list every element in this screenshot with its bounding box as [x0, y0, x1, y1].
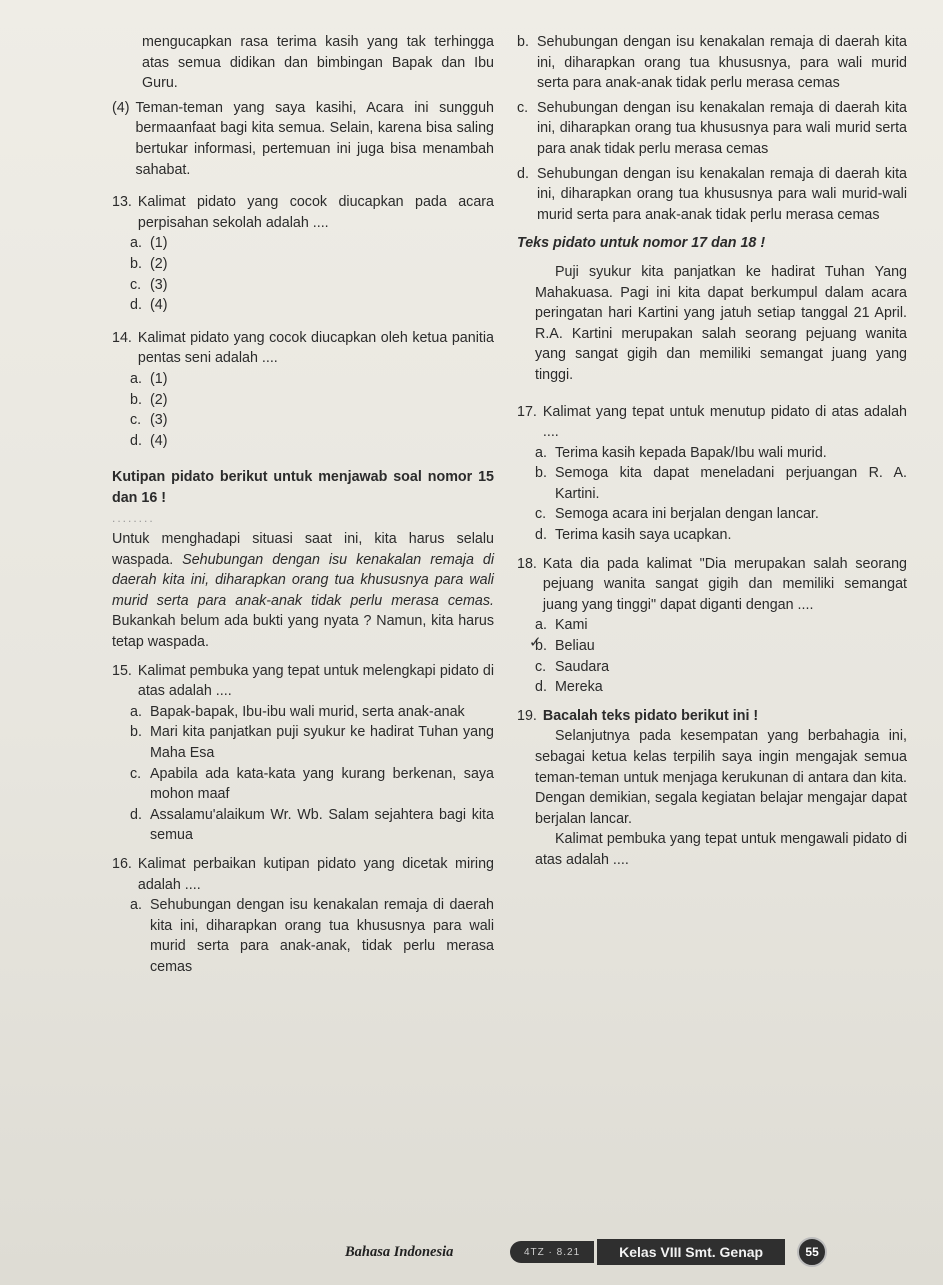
option-15d[interactable]: d. Assalamu'alaikum Wr. Wb. Salam sejahtera bagi kita semua: [130, 806, 494, 844]
option-13a[interactable]: a. (1): [130, 235, 168, 252]
question-13: 13. Kalimat pidato yang cocok diucapkan pada acara perpisahan sekolah adalah ....: [112, 194, 494, 231]
question-13-options: [112, 233, 494, 315]
option-16d[interactable]: d. Sehubungan dengan isu kenakalan remaja di daerah kita ini, diharapkan orang tua khususnya para wali murid-wali murid serta para anak-anak tidak perlu merasa cemas: [517, 165, 907, 223]
page-footer: [345, 1237, 905, 1267]
section-heading-15-16: Kutipan pidato berikut untuk menjawab soal nomor 15 dan 16 !: [112, 469, 494, 506]
right-column: [517, 32, 907, 871]
question-14-options: [112, 369, 494, 451]
item3-continuation: mengucapkan rasa terima kasih yang tak terhingga atas semua didikan dan bimbingan Bapak dan Ibu Guru.: [142, 34, 494, 92]
question-15: 15. Kalimat pembuka yang tepat untuk melengkapi pidato di atas adalah ....: [112, 662, 494, 700]
option-17d[interactable]: d. Terima kasih saya ucapkan.: [535, 527, 732, 544]
question-19: 19. Bacalah teks pidato berikut ini !: [517, 707, 759, 724]
option-13c[interactable]: c. (3): [130, 276, 168, 293]
question-16-options-left: [112, 895, 494, 977]
option-15c[interactable]: c. Apabila ada kata-kata yang kurang berkenan, saya mohon maaf: [130, 765, 494, 803]
passage-normal-text: Untuk menghadapi situasi saat ini, kita harus selalu waspada.: [112, 531, 494, 568]
question-16: 16. Kalimat perbaikan kutipan pidato yang dicetak miring adalah ....: [112, 855, 494, 893]
passage-end-text: Bukankah belum ada bukti yang nyata ? Namun, kita harus tetap waspada.: [112, 613, 494, 651]
passage-dots: ........: [112, 511, 155, 526]
option-13b[interactable]: b. (2): [130, 255, 168, 272]
page-number: 55: [797, 1237, 827, 1267]
footer-code: 4TZ · 8.21: [510, 1241, 594, 1263]
speech-item-4: (4) Teman-teman yang saya kasihi, Acara ini sungguh bermaanfaat bagi kita semua. Selain, karena bisa saling bertukar informasi, pertemuan ini juga bisa menambah sahabat.: [112, 99, 494, 178]
option-17c[interactable]: c. Semoga acara ini berjalan dengan lancar.: [535, 506, 819, 523]
question-17-options: [517, 443, 907, 546]
left-column: [112, 32, 494, 978]
checkmark-icon: ✓ b.: [535, 636, 555, 657]
question-17: 17. Kalimat yang tepat untuk menutup pidato di atas adalah ....: [517, 403, 907, 441]
question-18: 18. Kata dia pada kalimat "Dia merupakan salah seorang pejuang wanita sangat gigih dan memiliki semangat juang yang tinggi" dapat diganti dengan ....: [517, 555, 907, 613]
option-15a[interactable]: a. Bapak-bapak, Ibu-ibu wali murid, serta anak-anak: [130, 703, 465, 720]
passage-italic-text: Sehubungan dengan isu kenakalan remaja di daerah kita ini, diharapkan orang tua khususnya para wali murid serta para anak-anak tidak perlu merasa cemas.: [112, 551, 494, 609]
option-14d[interactable]: d. (4): [130, 432, 168, 449]
question-18-options: [517, 615, 907, 697]
option-17a[interactable]: a. Terima kasih kepada Bapak/Ibu wali murid.: [535, 444, 827, 461]
option-16b[interactable]: b. Sehubungan dengan isu kenakalan remaja di daerah kita ini, diharapkan orang tua khususnya, para wali murid serta para anak-anak tidak perlu merasa cemas: [517, 34, 907, 92]
footer-class-label: Kelas VIII Smt. Genap: [597, 1239, 785, 1265]
option-14a[interactable]: a. (1): [130, 370, 168, 387]
option-15b[interactable]: b. Mari kita panjatkan puji syukur ke hadirat Tuhan yang Maha Esa: [130, 724, 494, 761]
passage-15-16: [112, 529, 494, 653]
option-17b[interactable]: b. Semoga kita dapat meneladani perjuangan R. A. Kartini.: [535, 465, 907, 502]
option-13d[interactable]: d. (4): [130, 297, 168, 314]
option-18b[interactable]: ✓ b. Beliau: [535, 636, 907, 657]
question-16-options-right: [517, 32, 907, 225]
passage-19: Selanjutnya pada kesempatan yang berbahagia ini, sebagai ketua kelas terpilih saya ingin mengajak semua teman-teman untuk menjaga kerukunan di antara dan kita. Dengan demikian, segala kegiatan belajar mengajar dapat berjalan lancar.: [535, 728, 907, 827]
option-18d[interactable]: d. Mereka: [535, 679, 603, 696]
option-14c[interactable]: c. (3): [130, 412, 168, 429]
option-14b[interactable]: b. (2): [130, 391, 168, 408]
footer-subject: Bahasa Indonesia: [345, 1243, 454, 1260]
question-15-options: [112, 702, 494, 846]
question-19-text: Kalimat pembuka yang tepat untuk mengawali pidato di atas adalah ....: [535, 831, 907, 868]
passage-17-18: Puji syukur kita panjatkan ke hadirat Tuhan Yang Mahakuasa. Pagi ini kita dapat berkumpul dalam acara peringatan hari Kartini yang jatuh setiap tanggal 21 April. R.A. Kartini merupakan salah seorang pejuang wanita yang sangat gigih dan memiliki semangat juang yang tinggi.: [535, 263, 907, 383]
option-16a[interactable]: a. Sehubungan dengan isu kenakalan remaja di daerah kita ini, diharapkan orang tua khususnya para wali murid serta para anak-anak, tidak perlu merasa cemas: [130, 897, 494, 975]
option-18c[interactable]: c. Saudara: [535, 658, 610, 675]
question-14: 14. Kalimat pidato yang cocok diucapkan oleh ketua panitia pentas seni adalah ....: [112, 329, 494, 367]
option-16c[interactable]: c. Sehubungan dengan isu kenakalan remaja di daerah kita ini, diharapkan orang tua khususnya para wali murid serta para anak tidak perlu merasa cemas: [517, 99, 907, 157]
option-18a[interactable]: a. Kami: [535, 617, 588, 634]
section-heading-17-18: Teks pidato untuk nomor 17 dan 18 !: [517, 235, 766, 252]
